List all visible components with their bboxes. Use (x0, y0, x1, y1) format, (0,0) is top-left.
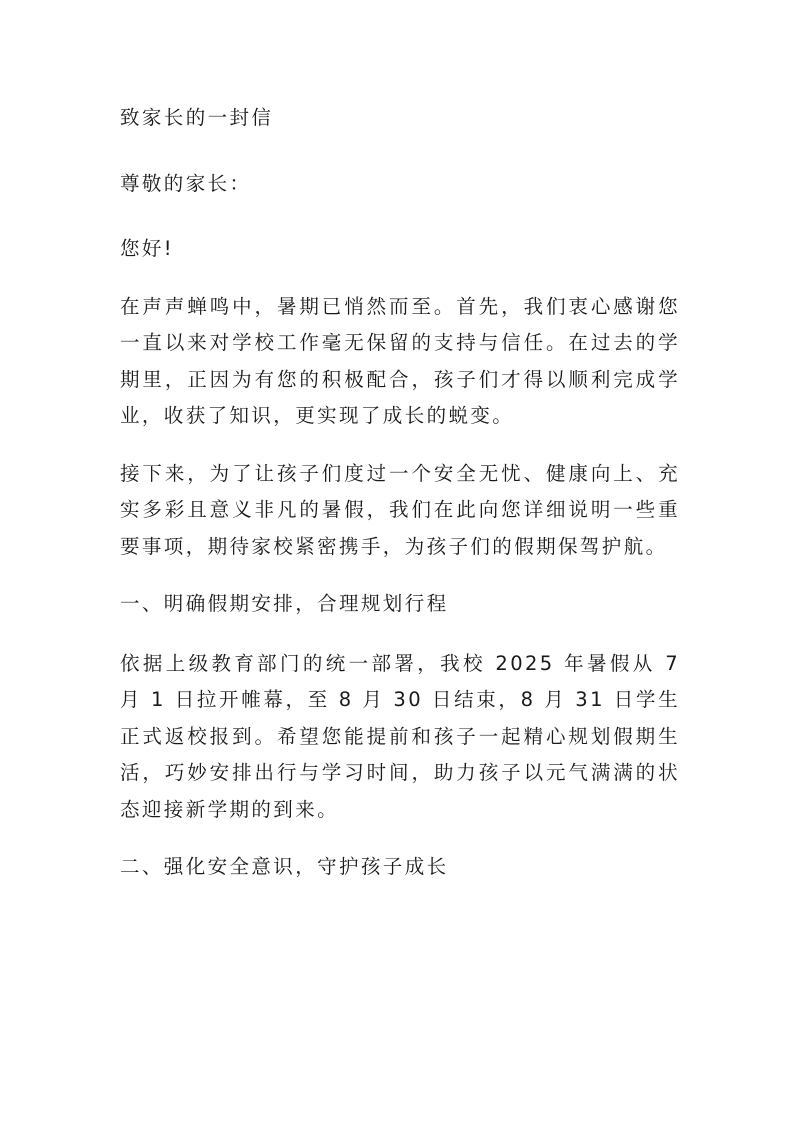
letter-page (120, 100, 680, 909)
section-body-schedule: 依据上级教育部门的统一部署，我校 2025 年暑假从 7 月 1 日拉开帷幕，至 8 月 30 日结束，8 月 31 日学生正式返校报到。希望您能提前和孩子一起精心规划假期生活，巧妙安排出行与学习时间，助力孩子以元气满满的状态迎接新学期的到来。 (120, 651, 680, 821)
section-heading-schedule: 一、明确假期安排，合理规划行程 (120, 592, 449, 615)
purpose-paragraph: 接下来，为了让孩子们度过一个安全无忧、健康向上、充实多彩且意义非凡的暑假，我们在此向您详细说明一些重要事项，期待家校紧密携手，为孩子们的假期保驾护航。 (120, 461, 680, 558)
greeting: 您好! (120, 237, 175, 260)
section-heading-safety: 二、强化安全意识，守护孩子成长 (120, 855, 449, 878)
letter-title: 致家长的一封信 (120, 106, 274, 129)
salutation: 尊敬的家长： (120, 171, 252, 195)
intro-paragraph: 在声声蝉鸣中，暑期已悄然而至。首先，我们衷心感谢您一直以来对学校工作毫无保留的支持与信任。在过去的学期里，正因为有您的积极配合，孩子们才得以顺利完成学业，收获了知识，更实现了成长的蜕变。 (120, 294, 680, 427)
